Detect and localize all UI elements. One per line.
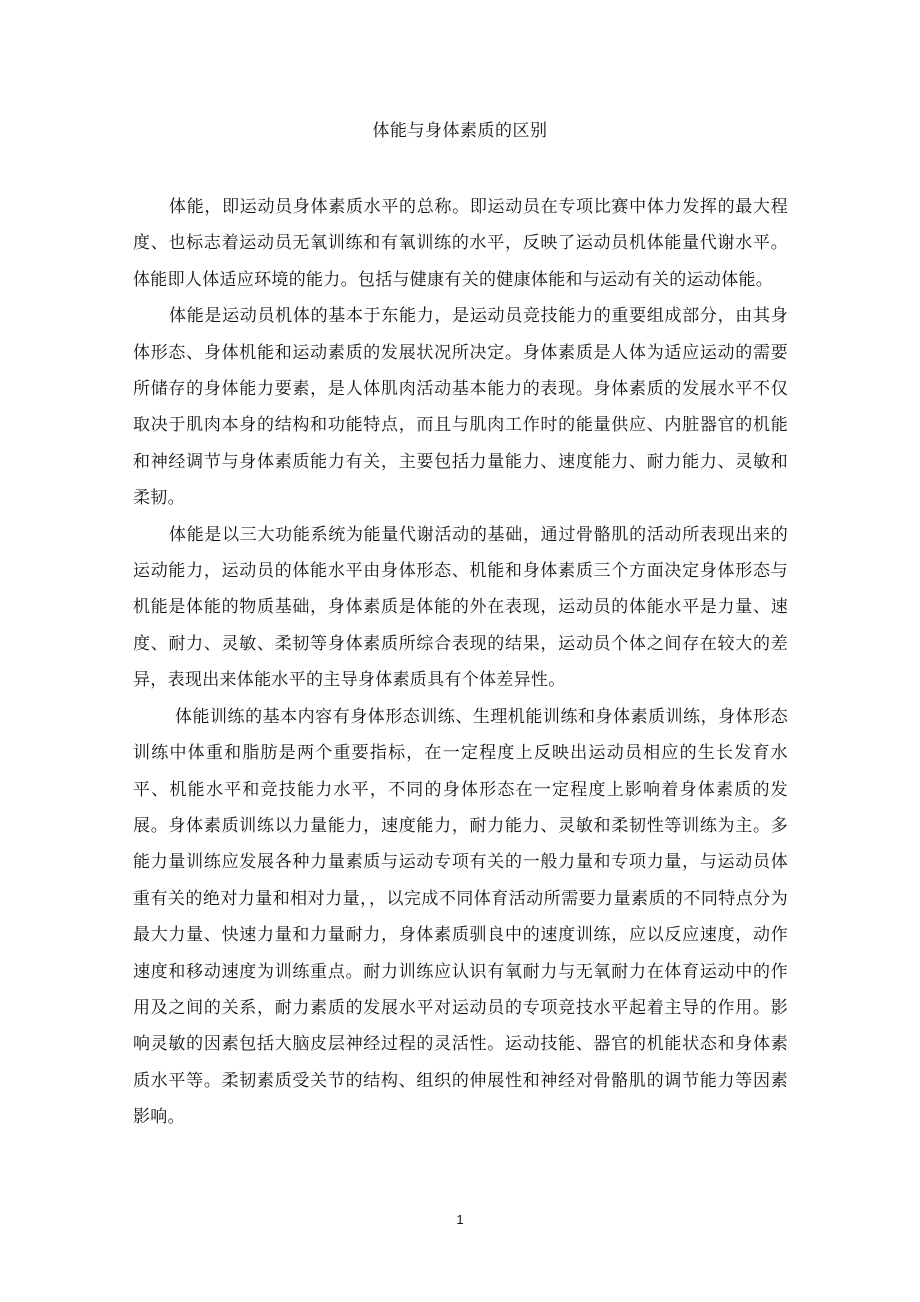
document-body	[133, 189, 788, 1136]
page-number: 1	[456, 1212, 464, 1227]
paragraph-3: 体能是以三大功能系统为能量代谢活动的基础，通过骨骼肌的活动所表现出来的运动能力，运动员的体能水平由身体形态、机能和身体素质三个方面决定身体形态与机能是体能的物质基础，身体素质是体能的外在表现，运动员的体能水平是力量、速度、耐力、灵敏、柔韧等身体素质所综合表现的结果，运动员个体之间存在较大的差异，表现出来体能水平的主导身体素质具有个体差异性。	[133, 524, 788, 691]
document-title: 体能与身体素质的区别	[372, 121, 548, 141]
paragraph-1: 体能，即运动员身体素质水平的总称。即运动员在专项比赛中体力发挥的最大程度、也标志着运动员无氧训练和有氧训练的水平，反映了运动员机体能量代谢水平。体能即人体适应环境的能力。包括与健康有关的健康体能和与运动有关的运动体能。	[133, 197, 788, 290]
paragraph-2: 体能是运动员机体的基本于东能力，是运动员竞技能力的重要组成部分，由其身体形态、身体机能和运动素质的发展状况所决定。身体素质是人体为适应运动的需要所储存的身体能力要素，是人体肌肉活动基本能力的表现。身体素质的发展水平不仅取决于肌肉本身的结构和功能特点，而且与肌肉工作时的能量供应、内脏器官的机能和神经调节与身体素质能力有关，主要包括力量能力、速度能力、耐力能力、灵敏和柔韧。	[133, 306, 788, 509]
paragraph-4: 体能训练的基本内容有身体形态训练、生理机能训练和身体素质训练，身体形态训练中体重和脂肪是两个重要指标，在一定程度上反映出运动员相应的生长发育水平、机能水平和竞技能力水平，不同的身体形态在一定程度上影响着身体素质的发展。身体素质训练以力量能力，速度能力，耐力能力、灵敏和柔韧性等训练为主。多能力量训练应发展各种力量素质与运动专项有关的一般力量和专项力量，与运动员体重有关的绝对力量和相对力量，，以完成不同体育活动所需要力量素质的不同特点分为最大力量、快速力量和力量耐力，身体素质驯良中的速度训练，应以反应速度，动作速度和移动速度为训练重点。耐力训练应认识有氧耐力与无氧耐力在体育运动中的作用及之间的关系，耐力素质的发展水平对运动员的专项竞技水平起着主导的作用。影响灵敏的因素包括大脑皮层神经过程的灵活性。运动技能、器官的机能状态和身体素质水平等。柔韧素质受关节的结构、组织的伸展性和神经对骨骼肌的调节能力等因素影响。	[133, 706, 788, 1128]
